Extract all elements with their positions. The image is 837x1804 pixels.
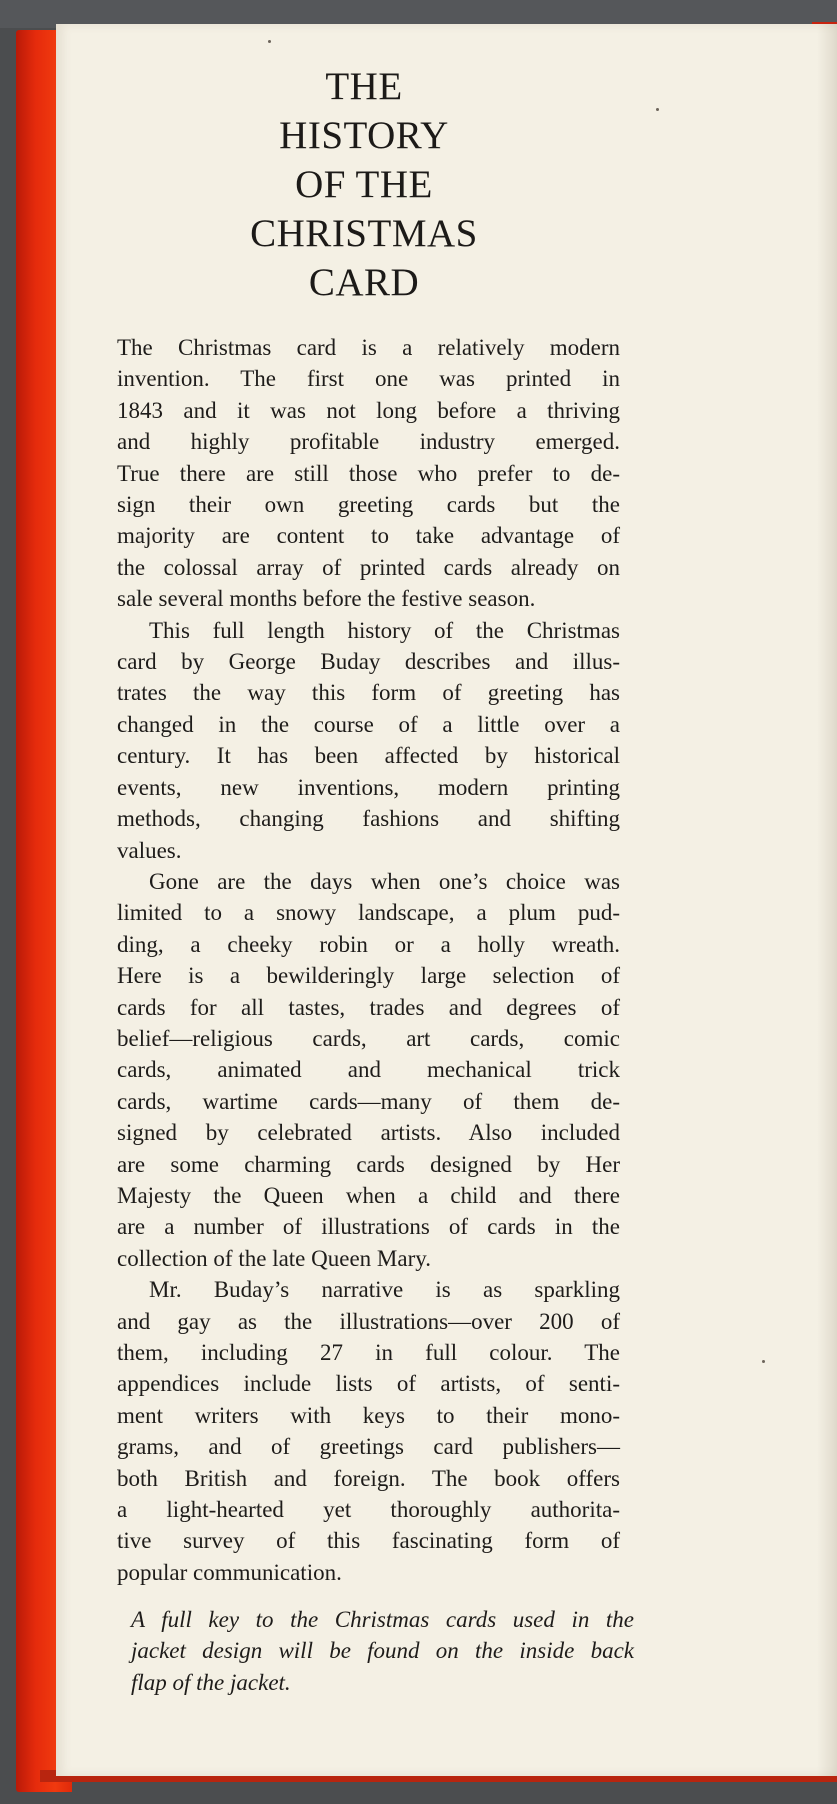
text-line: belief—religious cards, art cards, comic bbox=[117, 1025, 620, 1051]
text-line: Here is a bewilderingly large selection of bbox=[117, 963, 620, 989]
note-line: A full key to the Christmas cards used in the bbox=[131, 1607, 634, 1632]
text-line: majority are content to take advantage of bbox=[117, 523, 620, 549]
title-line: HISTORY bbox=[279, 114, 449, 157]
text-line: Gone are the days when one’s choice was bbox=[149, 868, 620, 894]
text-line: ding, a cheeky robin or a holly wreath. bbox=[117, 931, 620, 957]
text-line: and highly profitable industry emerged. bbox=[117, 429, 620, 455]
text-line: collection of the late Queen Mary. bbox=[117, 1245, 431, 1271]
text-line: and gay as the illustrations—over 200 of bbox=[117, 1308, 620, 1334]
text-line: are some charming cards designed by Her bbox=[117, 1151, 620, 1177]
title-line: CHRISTMAS bbox=[250, 212, 478, 255]
text-line: both British and foreign. The book offers bbox=[117, 1465, 620, 1491]
text-line: limited to a snowy landscape, a plum pud- bbox=[117, 900, 620, 926]
text-line: trates the way this form of greeting has bbox=[117, 680, 620, 706]
text-line: changed in the course of a little over a bbox=[117, 711, 620, 737]
text-line: cards for all tastes, trades and degrees of bbox=[117, 994, 620, 1020]
text-line: sale several months before the festive season. bbox=[117, 586, 536, 612]
text-line: grams, and of greetings card publishers— bbox=[117, 1434, 620, 1460]
text-line: This full length history of the Christmas bbox=[149, 617, 620, 643]
text-line: The Christmas card is a relatively modern bbox=[117, 335, 620, 360]
text-line: True there are still those who prefer to de- bbox=[117, 460, 620, 486]
blurb-paragraph bbox=[117, 332, 620, 615]
text-line: methods, changing fashions and shifting bbox=[117, 806, 620, 832]
text-line: card by George Buday describes and illus- bbox=[117, 649, 620, 675]
text-line: them, including 27 in full colour. The bbox=[117, 1340, 620, 1365]
text-line: a light-hearted yet thoroughly authorita- bbox=[117, 1497, 620, 1523]
title-line: CARD bbox=[308, 261, 420, 304]
text-line: 1843 and it was not long before a thriving bbox=[117, 397, 620, 423]
text-line: Mr. Buday’s narrative is as sparkling bbox=[149, 1277, 620, 1303]
title-line: THE bbox=[325, 65, 403, 108]
blurb-text bbox=[117, 332, 620, 1588]
text-line: sign their own greeting cards but the bbox=[117, 492, 620, 518]
note-line: jacket design will be found on the inside back bbox=[131, 1638, 634, 1664]
paper-speck bbox=[268, 40, 271, 43]
text-line: invention. The first one was printed in bbox=[117, 366, 620, 392]
text-line: events, new inventions, modern printing bbox=[117, 774, 620, 800]
text-line: ment writers with keys to their mono- bbox=[117, 1402, 620, 1428]
title-line: OF THE bbox=[295, 163, 433, 206]
text-line: the colossal array of printed cards already on bbox=[117, 554, 620, 580]
paper-speck bbox=[762, 1360, 765, 1363]
text-line: cards, wartime cards—many of them de- bbox=[117, 1088, 620, 1114]
text-line: tive survey of this fascinating form of bbox=[117, 1528, 620, 1554]
text-line: popular communication. bbox=[117, 1559, 342, 1585]
paper-speck bbox=[656, 108, 659, 111]
text-line: appendices include lists of artists, of senti- bbox=[117, 1371, 620, 1397]
text-line: cards, animated and mechanical trick bbox=[117, 1057, 620, 1083]
blurb-paragraph bbox=[117, 615, 620, 866]
blurb-paragraph bbox=[117, 1274, 620, 1588]
text-line: century. It has been affected by historical bbox=[117, 743, 620, 769]
text-line: Majesty the Queen when a child and there bbox=[117, 1182, 620, 1208]
jacket-key-note bbox=[131, 1604, 634, 1698]
book-title bbox=[184, 62, 544, 307]
blurb-paragraph bbox=[117, 866, 620, 1274]
text-line: signed by celebrated artists. Also included bbox=[117, 1120, 620, 1146]
note-line: flap of the jacket. bbox=[131, 1669, 291, 1695]
text-line: are a number of illustrations of cards in the bbox=[117, 1214, 620, 1240]
text-line: values. bbox=[117, 837, 182, 863]
